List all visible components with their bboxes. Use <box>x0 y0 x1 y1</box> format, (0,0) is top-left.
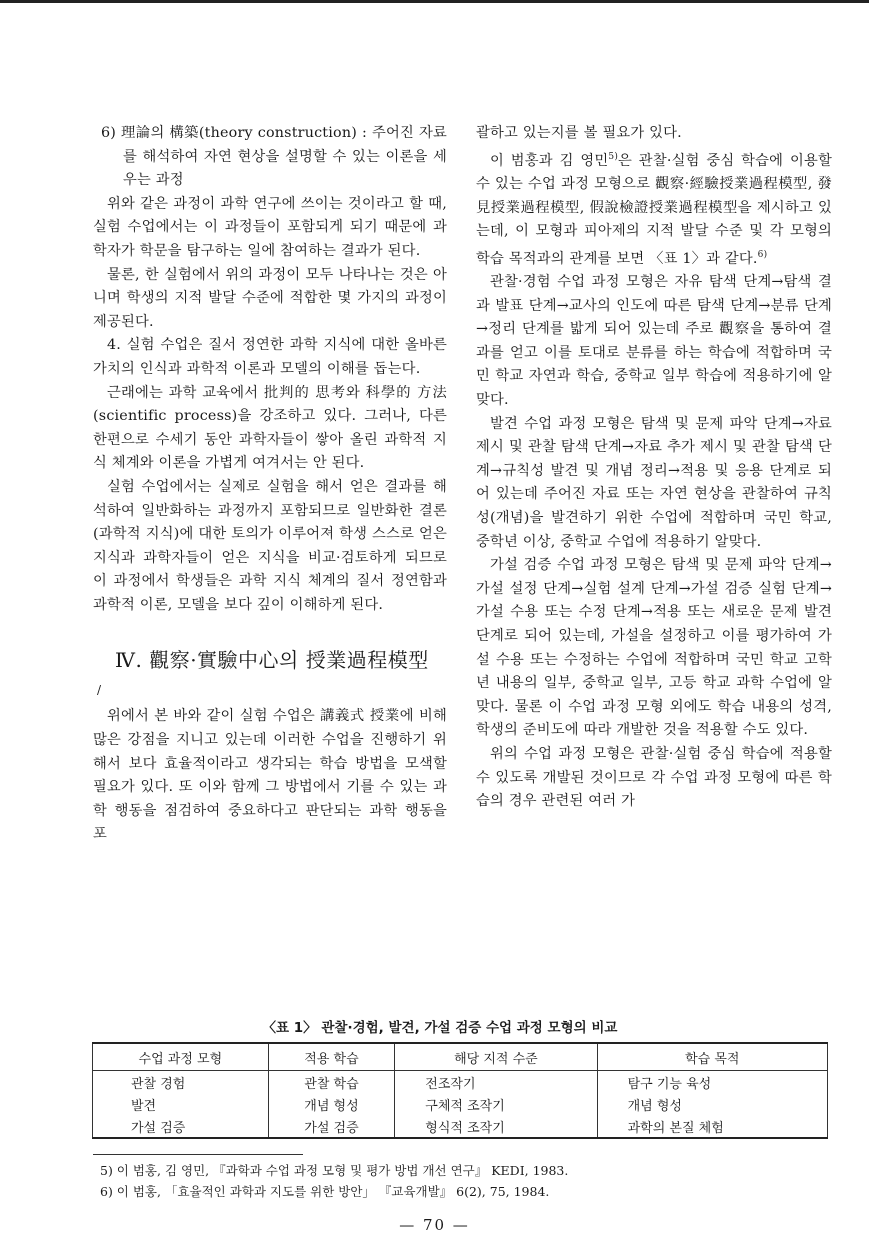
table-cell: 발견 <box>93 1093 269 1115</box>
footnote-ref: 6) <box>757 249 768 260</box>
left-column <box>93 122 447 847</box>
paragraph: 실험 수업에서는 실제로 실험을 해서 얻은 결과를 해석하여 일반화하는 과정까지 포함되므로 일반화한 결론(과학적 지식)에 대한 토의가 이루어져 학생 스스로 얻은 지식과 과학자들이 얻은 지식을 비교·검토하게 되므로 이 과정에서 학생들은 과학 지식 체계의 질서 정연함과 과학적 이론, 모델을 보다 깊이 이해하게 된다. <box>93 478 447 613</box>
footnotes <box>100 1160 840 1202</box>
table-cell: 가설 검증 <box>93 1115 269 1138</box>
footnote: 6) 이 범홍, 「효율적인 과학과 지도를 위한 방안」 『교육개발』 6(2), 75, 1984. <box>100 1184 550 1199</box>
paragraph: 위와 같은 과정이 과학 연구에 쓰이는 것이라고 할 때, 실험 수업에서는 이 과정들이 포함되게 되기 때문에 과학자가 학문을 탐구하는 일에 참여하는 결과가 된다. <box>93 195 447 259</box>
paragraph: 근래에는 과학 교육에서 批判的 思考와 科學的 方法(scientific process)을 강조하고 있다. 그러나, 다른 한편으로 수세기 동안 과학자들이 쌓아 올린 과학적 지식 체계와 이론을 가볍게 여겨서는 안 된다. <box>93 384 447 472</box>
paragraph-text: 은 관찰·실험 중심 학습에 이용할 수 있는 수업 과정 모형으로 觀察·經驗授業過程模型, 發見授業過程模型, 假說檢證授業過程模型을 제시하고 있는데, 이 모형과 피아제의 지적 발달 수준 및 각 모형의 학습 목적과의 관계를 보면 〈표 1〉과 같다. <box>476 152 832 267</box>
stray-mark: / <box>97 683 102 698</box>
paragraph: 위에서 본 바와 같이 실험 수업은 講義式 授業에 비해 많은 강점을 지니고 있는데 이러한 수업을 진행하기 위해서 보다 효율적이라고 생각되는 학습 방법을 모색할 필요가 있다. 또 이와 함께 그 방법에서 기를 수 있는 과학 행동을 점검하여 중요하다고 판단되는 과학 행동을 포 <box>93 708 447 843</box>
footnote-ref: 5) <box>608 151 619 162</box>
paragraph: 가설 검증 수업 과정 모형은 탐색 및 문제 파악 단계→가설 설정 단계→실험 설계 단계→가설 검증 실험 단계→가설 수용 또는 수정 단계→적용 또는 새로운 문제 발견 단계로 되어 있는데, 가설을 설정하고 이를 평가하여 가설 수용 또는 수정하는 수업에 적합하며 국민 학교 고학년 내용의 일부, 중학교 일부, 고등 학교 과학 수업에 알맞다. 물론 이 수업 과정 모형 외에도 학습 내용의 성격, 학생의 준비도에 따라 개발한 것을 적용할 수도 있다. <box>476 557 832 739</box>
table-cell: 가설 검증 <box>268 1115 395 1138</box>
page-number: — 70 — <box>399 1216 470 1234</box>
table-row <box>93 1093 828 1115</box>
column-header: 학습 목적 <box>597 1043 827 1071</box>
paragraph: 발견 수업 과정 모형은 탐색 및 문제 파악 단계→자료 제시 및 관찰 탐색 단계→자료 추가 제시 및 관찰 탐색 단계→규칙성 발견 및 개념 정리→적용 및 응용 단계로 되어 있는데 주어진 자료 또는 자연 현상을 관찰하여 규칙성(개념)을 발견하기 위한 수업에 적합하며 국민 학교, 중학년 이상, 중학교 수업에 적용하기 알맞다. <box>476 415 832 550</box>
table-cell: 개념 형성 <box>597 1093 827 1115</box>
column-header: 수업 과정 모형 <box>93 1043 269 1071</box>
table-cell: 관찰 학습 <box>268 1071 395 1094</box>
comparison-table <box>92 1042 828 1139</box>
top-border-line <box>0 0 869 3</box>
paragraph-text: 이 범홍과 김 영민 <box>490 152 609 169</box>
table-caption: 〈표 1〉 관찰·경험, 발견, 가설 검증 수업 과정 모형의 비교 <box>262 1020 618 1036</box>
column-header: 적용 학습 <box>268 1043 395 1071</box>
table-cell: 구체적 조작기 <box>395 1093 597 1115</box>
paragraph: 위의 수업 과정 모형은 관찰·실험 중심 학습에 적용할 수 있도록 개발된 것이므로 각 수업 과정 모형에 따른 학습의 경우 관련된 여러 가 <box>476 745 832 810</box>
table-row <box>93 1071 828 1094</box>
list-item-4: 4. 실험 수업은 질서 정연한 과학 지식에 대한 올바른 가치의 인식과 과학적 이론과 모델의 이해를 돕는다. <box>93 337 447 377</box>
table-cell: 개념 형성 <box>268 1093 395 1115</box>
section-heading: Ⅳ. 觀察·實驗中心의 授業過程模型 <box>115 648 429 673</box>
paragraph: 괄하고 있는지를 볼 필요가 있다. <box>476 125 682 141</box>
table-cell: 전조작기 <box>395 1071 597 1094</box>
footnote: 5) 이 범홍, 김 영민, 『과학과 수업 과정 모형 및 평가 방법 개선 연구』 KEDI, 1983. <box>100 1163 569 1178</box>
table-header-row <box>93 1043 828 1071</box>
paragraph: 물론, 한 실험에서 위의 과정이 모두 나타나는 것은 아니며 학생의 지적 발달 수준에 적합한 몇 가지의 과정이 제공된다. <box>93 266 447 330</box>
table-cell: 탐구 기능 육성 <box>597 1071 827 1094</box>
column-header: 해당 지적 수준 <box>395 1043 597 1071</box>
footnote-divider <box>93 1154 303 1155</box>
paragraph: 관찰·경험 수업 과정 모형은 자유 탐색 단계→탐색 결과 발표 단계→교사의 인도에 따른 탐색 단계→분류 단계→정리 단계를 밟게 되어 있는데 주로 觀察을 통하여 결과를 얻고 이를 토대로 분류를 하는 학습에 적합하며 국민 학교 자연과 학습, 중학교 일부 학습에 적용하기에 알맞다. <box>476 274 832 409</box>
right-column <box>476 122 832 814</box>
paragraph <box>476 146 832 272</box>
table-cell: 과학의 본질 체험 <box>597 1115 827 1138</box>
table-cell: 관찰 경험 <box>93 1071 269 1094</box>
list-item-6: 6) 理論의 構築(theory construction) : 주어진 자료를 해석하여 자연 현상을 설명할 수 있는 이론을 세우는 과정 <box>101 125 447 189</box>
table-cell: 형식적 조작기 <box>395 1115 597 1138</box>
table-row <box>93 1115 828 1138</box>
